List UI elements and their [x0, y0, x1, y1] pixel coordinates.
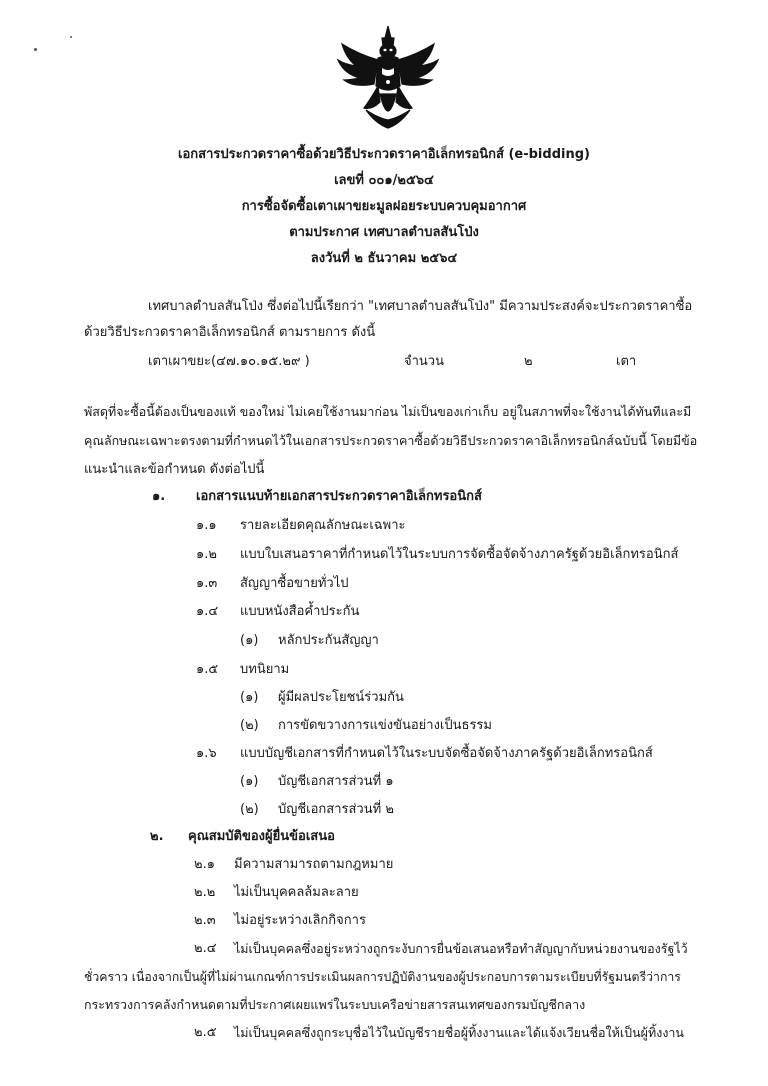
section-2-number: ๒. [150, 829, 164, 844]
list-item-text: ไม่เป็นบุคคลซึ่งถูกระบุชื่อไว้ในบัญชีรายชื่อผู้ทิ้งงานและได้แจ้งเวียนชื่อให้เป็นผู้ทิ้งงาน [234, 1025, 684, 1040]
list-item-number: ๒.๓ [194, 913, 216, 928]
list-item-text: แบบบัญชีเอกสารที่กำหนดไว้ในระบบจัดซื้อจัดจ้างภาครัฐด้วยอิเล็กทรอนิกส์ [240, 746, 653, 761]
sub-item-number: (๒) [240, 802, 259, 817]
list-item-text: สัญญาซื้อขายทั่วไป [240, 576, 349, 591]
intro-line-2: ด้วยวิธีประกวดราคาอิเล็กทรอนิกส์ ตามรายการ ดังนี้ [84, 325, 376, 340]
section-1-title: เอกสารแนบท้ายเอกสารประกวดราคาอิเล็กทรอนิกส์ [196, 489, 482, 504]
list-item-text: มีความสามารถตามกฎหมาย [234, 857, 394, 872]
item-name: เตาเผาขยะ(๔๗.๑๐.๑๕.๒๙ ) [148, 354, 310, 369]
list-item-text: แบบใบเสนอราคาที่กำหนดไว้ในระบบการจัดซื้อจัดจ้างภาครัฐด้วยอิเล็กทรอนิกส์ [240, 547, 679, 562]
list-item-number: ๑.๒ [196, 547, 217, 562]
sub-item-text: บัญชีเอกสารส่วนที่ ๑ [278, 774, 394, 789]
doc-subject: การซื้อจัดซื้อเตาเผาขยะมูลฝอยระบบควบคุมอากาศ [241, 199, 527, 214]
para-line-1: พัสดุที่จะซื้อนี้ต้องเป็นของแท้ ของใหม่ ไม่เคยใช้งานมาก่อน ไม่เป็นของเก่าเก็บ อยู่ในสภาพที่จะใช้งานได้ทันทีและมี [84, 404, 692, 419]
doc-title: เอกสารประกวดราคาซื้อด้วยวิธีประกวดราคาอิเล็กทรอนิกส์ (e-bidding) [178, 147, 590, 162]
list-item-number: ๑.๖ [196, 746, 217, 761]
list-item-number: ๑.๔ [196, 604, 219, 619]
doc-number: เลขที่ ๐๐๑/๒๕๖๔ [334, 173, 434, 188]
list-item-text: ไม่เป็นบุคคลซึ่งอยู่ระหว่างถูกระงับการยื่นข้อเสนอหรือทำสัญญากับหน่วยงานของรัฐไว้ [234, 941, 688, 956]
section-1-number: ๑. [152, 489, 166, 504]
scan-speck [34, 48, 37, 51]
list-item-number: ๒.๒ [194, 885, 216, 900]
list-item-number: ๑.๕ [196, 662, 219, 677]
sub-item-number: (๑) [240, 633, 259, 648]
item-unit: เตา [616, 354, 637, 369]
sub-item-number: (๒) [240, 718, 259, 733]
list-item-text: ไม่อยู่ระหว่างเลิกกิจการ [234, 913, 366, 928]
list-item-continuation: ชั่วคราว เนื่องจากเป็นผู้ที่ไม่ผ่านเกณฑ์การประเมินผลการปฏิบัติงานของผู้ประกอบการตามระเบียบที่รัฐมนตรีว่าการ [84, 970, 681, 984]
scan-speck [70, 36, 72, 38]
list-item-number: ๒.๔ [194, 941, 217, 956]
sub-item-number: (๑) [240, 690, 259, 705]
doc-announcement: ตามประกาศ เทศบาลตำบลสันโป่ง [289, 225, 479, 240]
list-item-text: แบบหนังสือค้ำประกัน [240, 604, 360, 619]
sub-item-number: (๑) [240, 774, 259, 789]
section-2-title: คุณสมบัติของผู้ยื่นข้อเสนอ [188, 829, 335, 844]
para-line-3: แนะนำและข้อกำหนด ดังต่อไปนี้ [84, 462, 265, 477]
list-item-text: ไม่เป็นบุคคลล้มละลาย [234, 885, 359, 900]
sub-item-text: การขัดขวางการแข่งขันอย่างเป็นธรรม [278, 718, 492, 733]
list-item-continuation: กระทรวงการคลังกำหนดตามที่ประกาศเผยแพร่ในระบบเครือข่ายสารสนเทศของกรมบัญชีกลาง [84, 997, 586, 1012]
para-line-2: คุณลักษณะเฉพาะตรงตามที่กำหนดไว้ในเอกสารประกวดราคาซื้อด้วยวิธีประกวดราคาอิเล็กทรอนิกส์ฉบับนี้ โดยมีข้อ [84, 433, 698, 448]
doc-date: ลงวันที่ ๒ ธันวาคม ๒๕๖๔ [310, 251, 458, 266]
list-item-text: รายละเอียดคุณลักษณะเฉพาะ [240, 518, 406, 533]
garuda-emblem-icon [336, 24, 440, 130]
list-item-number: ๒.๕ [194, 1025, 217, 1040]
sub-item-text: บัญชีเอกสารส่วนที่ ๒ [278, 802, 394, 817]
sub-item-text: ผู้มีผลประโยชน์ร่วมกัน [278, 690, 404, 705]
sub-item-text: หลักประกันสัญญา [278, 633, 379, 648]
list-item-number: ๑.๑ [196, 518, 217, 533]
item-qty: ๒ [524, 354, 533, 369]
list-item-number: ๒.๑ [194, 857, 215, 872]
list-item-number: ๑.๓ [196, 576, 218, 591]
intro-line-1: เทศบาลตำบลสันโป่ง ซึ่งต่อไปนี้เรียกว่า "เทศบาลตำบลสันโป่ง" มีความประสงค์จะประกวดราคาซื้อ [148, 299, 693, 314]
list-item-text: บทนิยาม [240, 662, 290, 677]
item-qty-label: จำนวน [404, 354, 444, 369]
